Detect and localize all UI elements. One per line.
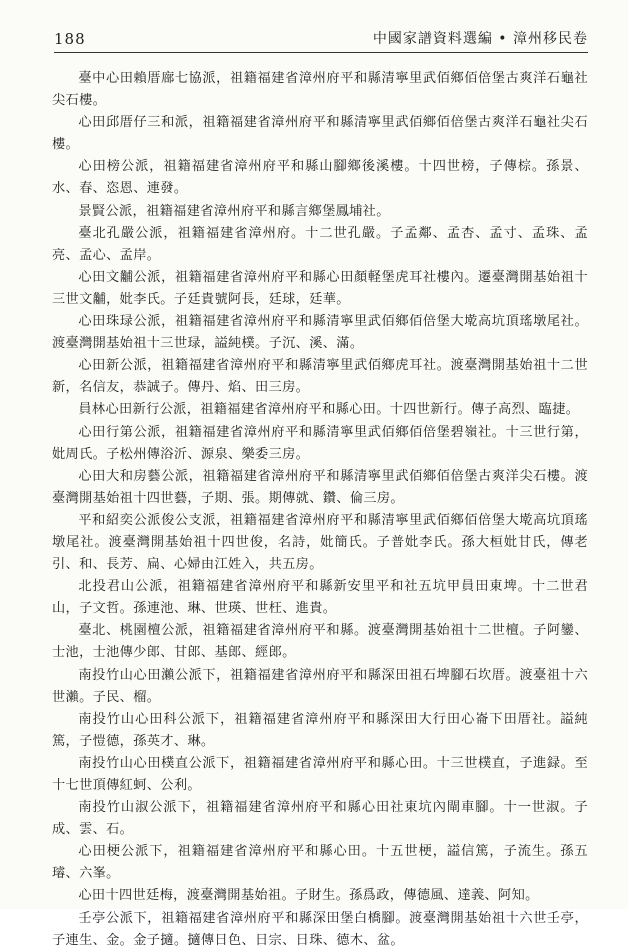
paragraph: 平和紹奕公派俊公支派，祖籍福建省漳州府平和縣清寧里武佰鄉佰倍堡大墘高坑頂瑤墩尾社。渡臺灣開基始祖十四世俊，名詩，妣簡氏。子普妣李氏。孫大桓妣甘氏，傳老引、和、長芳、扁、心婦由江姓入，共五房。 — [52, 512, 588, 573]
paragraph: 壬亭公派下，祖籍福建省漳州府平和縣深田堡白橋腳。渡臺灣開基始祖十六世壬亭，子連生、金。金子擿。擿傳日色、日宗、日珠、德木、盆。 — [52, 910, 588, 948]
paragraph: 心田榜公派，祖籍福建省漳州府平和縣山腳鄉後溪樓。十四世榜，子傳棕。孫景、水、春、恣恩、連發。 — [52, 159, 588, 197]
paragraph: 南投竹山心田科公派下，祖籍福建省漳州府平和縣深田大行田心崙下田厝社。謚純篤，子愷德，孫英才、琳。 — [52, 711, 588, 749]
running-title: 中國家譜資料選編 • 漳州移民卷 — [372, 31, 588, 47]
paragraph: 南投竹山心田瀨公派下，祖籍福建省漳州府平和縣深田祖石埤腳石坎厝。渡臺祖十六世瀨。子民、榴。 — [52, 667, 588, 705]
paragraph: 心田梗公派下，祖籍福建省漳州府平和縣心田。十五世梗，謚信篤，子流生。孫五璿、六峯。 — [52, 844, 588, 882]
paragraph: 南投竹山淑公派下，祖籍福建省漳州府平和縣心田社東坑內閘車腳。十一世淑。子成、雲、石。 — [52, 800, 588, 838]
page-number: 188 — [54, 30, 86, 48]
paragraph: 北投君山公派，祖籍福建省漳州府平和縣新安里平和社五坑甲員田東埤。十二世君山，子文哲。孫連池、琳、世瑛、世枉、進貴。 — [52, 579, 588, 617]
paragraph: 心田新公派，祖籍福建省漳州府平和縣清寧里武佰鄉虎耳社。渡臺灣開基始祖十二世新，名信友，恭誠子。傳丹、焰、田三房。 — [52, 358, 588, 396]
page-header — [54, 26, 588, 53]
paragraph: 心田十四世廷梅，渡臺灣開基始祖。子財生。孫爲政，傳德風、達義、阿知。 — [78, 888, 539, 904]
paragraph: 景賢公派，祖籍福建省漳州府平和縣言鄉堡鳳埔社。 — [78, 203, 390, 219]
paragraph: 臺中心田賴厝廍七協派，祖籍福建省漳州府平和縣清寧里武佰鄉佰倍堡古爽洋石龜社尖石樓。 — [52, 71, 588, 109]
paragraph: 心田邱厝仔三和派，祖籍福建省漳州府平和縣清寧里武佰鄉佰倍堡古爽洋石龜社尖石樓。 — [52, 115, 588, 153]
body-text — [52, 68, 588, 952]
paragraph: 心田大和房藝公派，祖籍福建省漳州府平和縣清寧里武佰鄉佰倍堡古爽洋尖石樓。渡臺灣開基始祖十四世藝，子期、張。期傳就、鑽、倫三房。 — [52, 468, 588, 506]
paragraph: 員林心田新行公派，祖籍福建省漳州府平和縣心田。十四世新行。傳子高烈、臨捷。 — [78, 402, 580, 418]
paragraph: 臺北孔嚴公派，祖籍福建省漳州府。十二世孔嚴。子孟鄰、孟杏、孟寸、孟珠、孟亮、孟心、孟岸。 — [52, 225, 588, 263]
paragraph: 心田行第公派，祖籍福建省漳州府平和縣清寧里武佰鄉佰倍堡碧嶺社。十三世行第，妣周氏。子松州傳浴沂、源泉、樂委三房。 — [52, 424, 588, 462]
paragraph: 心田珠琭公派，祖籍福建省漳州府平和縣清寧里武佰鄉佰倍堡大墘高坑頂瑤墩尾社。渡臺灣開基始祖十三世琭，謚純樸。子沉、溪、滿。 — [52, 314, 588, 352]
paragraph: 臺北、桃園檀公派，祖籍福建省漳州府平和縣。渡臺灣開基始祖十二世檀。子阿鑾、士池，士池傳少郎、甘郎、基郎、經郎。 — [52, 623, 588, 661]
paragraph: 南投竹山心田樸直公派下，祖籍福建省漳州府平和縣心田。十三世樸直，子進録。至十七世頂傳紅蚵、公利。 — [52, 755, 588, 793]
paragraph: 心田文黼公派，祖籍福建省漳州府平和縣心田顏軽堡虎耳社樓內。遷臺灣開基始祖十三世文黼，妣李氏。子廷貴號阿長，廷球，廷華。 — [52, 269, 588, 307]
